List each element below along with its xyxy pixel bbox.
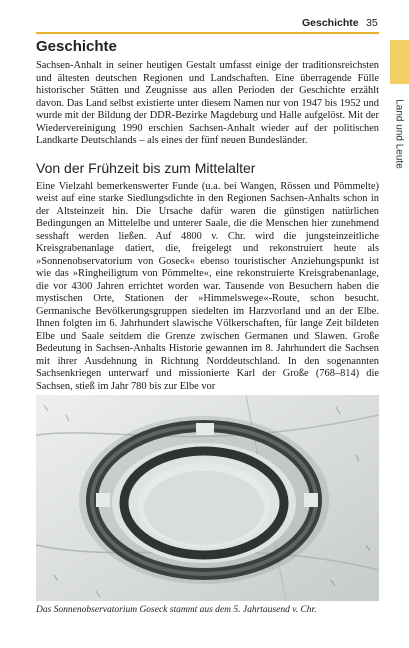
- chapter-tab-marker: [390, 40, 409, 84]
- main-content: [36, 38, 379, 393]
- running-header: [36, 10, 379, 34]
- section-heading: Geschichte: [36, 38, 117, 55]
- aerial-photo-illustration: [36, 395, 379, 601]
- chapter-side-label-text: Land und Leute: [393, 99, 405, 169]
- body-paragraph: Eine Vielzahl bemerkenswerter Funde (u.a. bei Wangen, Rössen und Pömmelte) weist auf eine starke Siedlungsdichte in den Regionen Sachsen-Anhalts schon in der Altsteinzeit hin. Die Ursache dafür waren die günstigen natürlichen Bedingungen an Mittelelbe und unterer Saale, die die Menschen hier zunehmend sesshaft werden ließen. Auf 4800 v. Chr. wird die jungsteinzeitliche Kreisgrabenanlage datiert, die, freigelegt und rekonstruiert heute als »Sonnenobservatorium von Goseck« ebenso touristischer Anziehungspunkt ist wie das »Ringheiligtum von Pömmelte«, eine rekonstruierte Kreisgrabenanlage, die vor 4300 Jahren errichtet worden war. Tausende von Besuchern haben die mystischen Orte, Stationen der »Himmelswege«-Route, schon besucht. Germanische Bevölkerungsgruppen siedelten im Harzvorland und an der Elbe. Ihnen folgten im 6. Jahrhundert slawische Völkerschaften, für lange Zeit bildeten Elbe und Saale seitdem die Grenze zwischen Germanen und Slawen. Große Bedeutung in Sachsen-Anhalts Historie gewannen im 8. Jahrhundert die Sachsen mit ihrer Ausdehnung in Richtung Norddeutschland. In den sogenannten Sachsenkriegen unterwarf und missionierte Karl der Große (768–814) die Sachsen, stieß im Jahr 780 bis zur Elbe vor: [36, 180, 379, 392]
- running-header-title: Geschichte: [302, 17, 359, 29]
- intro-paragraph: Sachsen-Anhalt in seiner heutigen Gestalt umfasst einige der traditionsreichsten und ältesten deutschen Regionen und Landschaften. Eine überragende Fülle historischer Stätten und Zeugnisse aus allen Perioden der Geschichte erzählt davon. Das Land selbst existierte unter diesem Namen nur von 1947 bis 1952 und wurde mit der Bildung der DDR-Bezirke Magdeburg und Halle aufgelöst. Mit der Wiedervereinigung 1990 erschien Sachsen-Anhalt wieder auf der politischen Landkarte Deutschlands – als eines der fünf neuen Bundesländer.: [36, 60, 379, 146]
- photo-caption: Das Sonnenobservatorium Goseck stammt aus dem 5. Jahrtausend v. Chr.: [36, 605, 317, 615]
- page-number: 35: [366, 17, 378, 29]
- subsection-heading: Von der Frühzeit bis zum Mittelalter: [36, 159, 256, 176]
- header-rule: [36, 32, 379, 34]
- aerial-photo-goseck-circle: [36, 395, 379, 601]
